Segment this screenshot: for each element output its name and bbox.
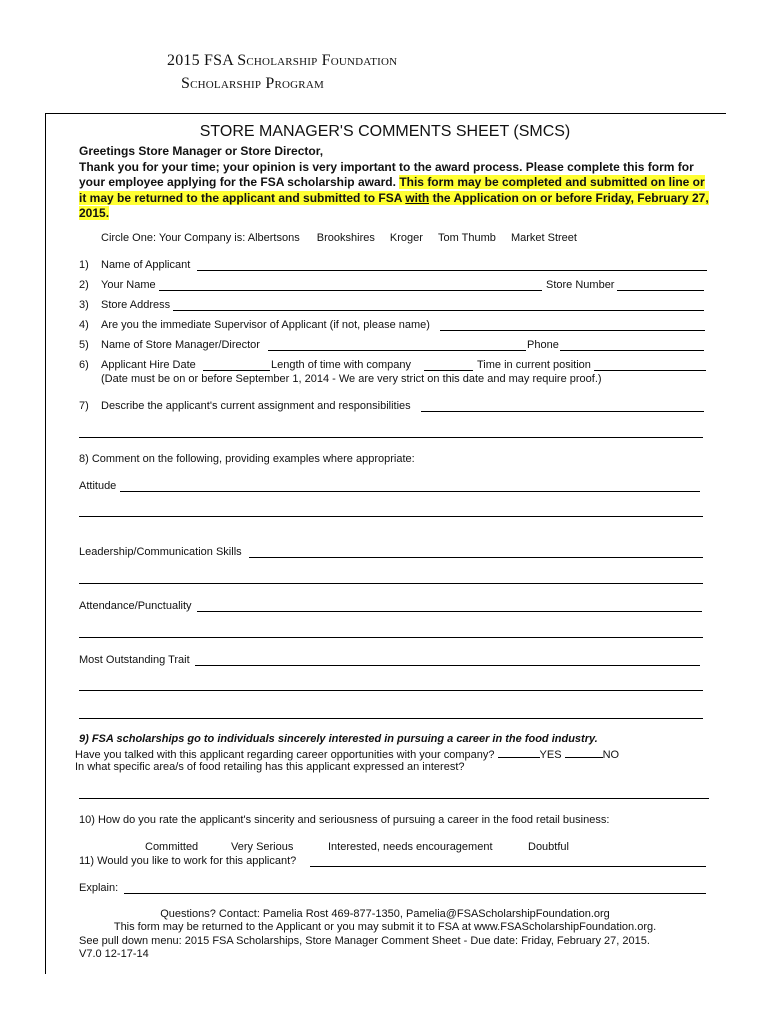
footer-menu: See pull down menu: 2015 FSA Scholarships, Store Manager Comment Sheet - Due date: Friday, February 27, 2015. bbox=[79, 935, 650, 947]
intro-highlight-1: This form may be completed and submitted on line or it may be returned to the applicant and submitted to FSA bbox=[79, 175, 705, 205]
company-option-brookshires[interactable]: Brookshires bbox=[316, 232, 375, 244]
item-5-number: 5) bbox=[79, 339, 89, 351]
rating-option-interested[interactable]: Interested, needs encouragement bbox=[328, 841, 493, 853]
item-6-label: Applicant Hire Date bbox=[101, 359, 196, 371]
attitude-line-2[interactable] bbox=[79, 516, 703, 517]
item-6-number: 6) bbox=[79, 359, 89, 371]
item-2-label: Your Name bbox=[101, 279, 156, 291]
explain-label: Explain: bbox=[79, 882, 119, 894]
attitude-field[interactable] bbox=[120, 479, 700, 492]
footer-submit: This form may be returned to the Applicant or you may submit it to FSA at www.FSAScholarshipFoundation.org. bbox=[113, 921, 657, 933]
interest-line[interactable] bbox=[79, 798, 709, 799]
trait-field[interactable] bbox=[195, 653, 700, 666]
form-title: STORE MANAGER'S COMMENTS SHEET (SMCS) bbox=[199, 123, 571, 140]
footer-version: V7.0 12-17-14 bbox=[79, 948, 149, 960]
item-4-number: 4) bbox=[79, 319, 89, 331]
manager-name-field[interactable] bbox=[268, 338, 526, 351]
leadership-field[interactable] bbox=[249, 545, 703, 558]
company-circle-row bbox=[101, 232, 577, 244]
item-2-number: 2) bbox=[79, 279, 89, 291]
header-line2: Scholarship Program bbox=[181, 75, 324, 92]
career-question: Have you talked with this applicant regarding career opportunities with your company? bbox=[75, 749, 495, 761]
store-address-field[interactable] bbox=[173, 298, 704, 311]
no-blank[interactable] bbox=[565, 747, 603, 758]
trait-line-3[interactable] bbox=[79, 718, 703, 719]
company-option-market-street[interactable]: Market Street bbox=[510, 232, 577, 244]
assignment-field[interactable] bbox=[421, 399, 704, 412]
header-line1: 2015 FSA Scholarship Foundation bbox=[167, 52, 398, 69]
item-3-label: Store Address bbox=[101, 299, 171, 311]
trait-line-2[interactable] bbox=[79, 690, 703, 691]
item-4-label: Are you the immediate Supervisor of Applicant (if not, please name) bbox=[101, 319, 430, 331]
explain-field[interactable] bbox=[124, 881, 706, 894]
item-9-q1 bbox=[75, 747, 619, 761]
footer-contact: Questions? Contact: Pamelia Rost 469-877-1350, Pamelia@FSAScholarshipFoundation.org bbox=[160, 908, 610, 920]
hire-date-note: (Date must be on or before September 1, 2014 - We are very strict on this date and may require proof.) bbox=[101, 373, 602, 385]
item-7-number: 7) bbox=[79, 400, 89, 412]
time-position-label: Time in current position bbox=[477, 359, 591, 371]
assignment-line-2[interactable] bbox=[79, 437, 703, 438]
applicant-name-field[interactable] bbox=[197, 258, 707, 271]
item-7-label: Describe the applicant's current assignment and responsibilities bbox=[101, 400, 411, 412]
leadership-label: Leadership/Communication Skills bbox=[79, 546, 242, 558]
intro-highlight-with: with bbox=[405, 190, 430, 205]
company-option-tom-thumb[interactable]: Tom Thumb bbox=[438, 232, 496, 244]
phone-label: Phone bbox=[527, 339, 559, 351]
item-9-q2: In what specific area/s of food retailing has this applicant expressed an interest? bbox=[75, 761, 465, 773]
supervisor-field[interactable] bbox=[440, 318, 705, 331]
attitude-label: Attitude bbox=[79, 480, 117, 492]
intro-block bbox=[79, 144, 709, 222]
company-option-kroger[interactable]: Kroger bbox=[389, 232, 423, 244]
phone-field[interactable] bbox=[560, 338, 704, 351]
length-label: Length of time with company bbox=[271, 359, 412, 371]
item-3-number: 3) bbox=[79, 299, 89, 311]
company-circle-label: Circle One: Your Company is: Albertsons bbox=[101, 232, 300, 244]
item-1-number: 1) bbox=[79, 259, 89, 271]
rating-option-doubtful[interactable]: Doubtful bbox=[528, 841, 569, 853]
work-for-field[interactable] bbox=[310, 854, 706, 867]
no-label: NO bbox=[602, 749, 620, 761]
item-10-question: 10) How do you rate the applicant's sincerity and seriousness of pursuing a career in the food retail business: bbox=[79, 814, 610, 826]
yes-blank[interactable] bbox=[498, 747, 540, 758]
rating-option-very-serious[interactable]: Very Serious bbox=[231, 841, 294, 853]
leadership-line-2[interactable] bbox=[79, 583, 703, 584]
item-9-title: 9) FSA scholarships go to individuals sincerely interested in pursuing a career in the food industry. bbox=[79, 733, 598, 745]
yes-label: YES bbox=[539, 749, 562, 761]
item-8-intro: 8) Comment on the following, providing examples where appropriate: bbox=[79, 453, 415, 465]
time-position-field[interactable] bbox=[594, 358, 706, 371]
attendance-field[interactable] bbox=[197, 599, 702, 612]
attendance-line-2[interactable] bbox=[79, 637, 703, 638]
hire-date-field[interactable] bbox=[203, 358, 270, 371]
item-5-label: Name of Store Manager/Director bbox=[101, 339, 260, 351]
rating-option-committed[interactable]: Committed bbox=[145, 841, 199, 853]
store-number-field[interactable] bbox=[617, 278, 704, 291]
intro-highlight-2: the Application on or before Friday, February 27, 2015. bbox=[79, 190, 709, 220]
intro-greeting: Greetings Store Manager or Store Director, bbox=[79, 144, 324, 158]
store-number-label: Store Number bbox=[546, 279, 615, 291]
trait-label: Most Outstanding Trait bbox=[79, 654, 190, 666]
your-name-field[interactable] bbox=[159, 278, 542, 291]
length-field[interactable] bbox=[424, 358, 473, 371]
item-1-label: Name of Applicant bbox=[101, 259, 191, 271]
intro-text: Thank you for your time; your opinion is very important to the award process. Please complete this form for your employee applying for the FSA scholarship award. bbox=[79, 159, 694, 189]
item-11-question: 11) Would you like to work for this applicant? bbox=[79, 855, 297, 867]
attendance-label: Attendance/Punctuality bbox=[79, 600, 192, 612]
